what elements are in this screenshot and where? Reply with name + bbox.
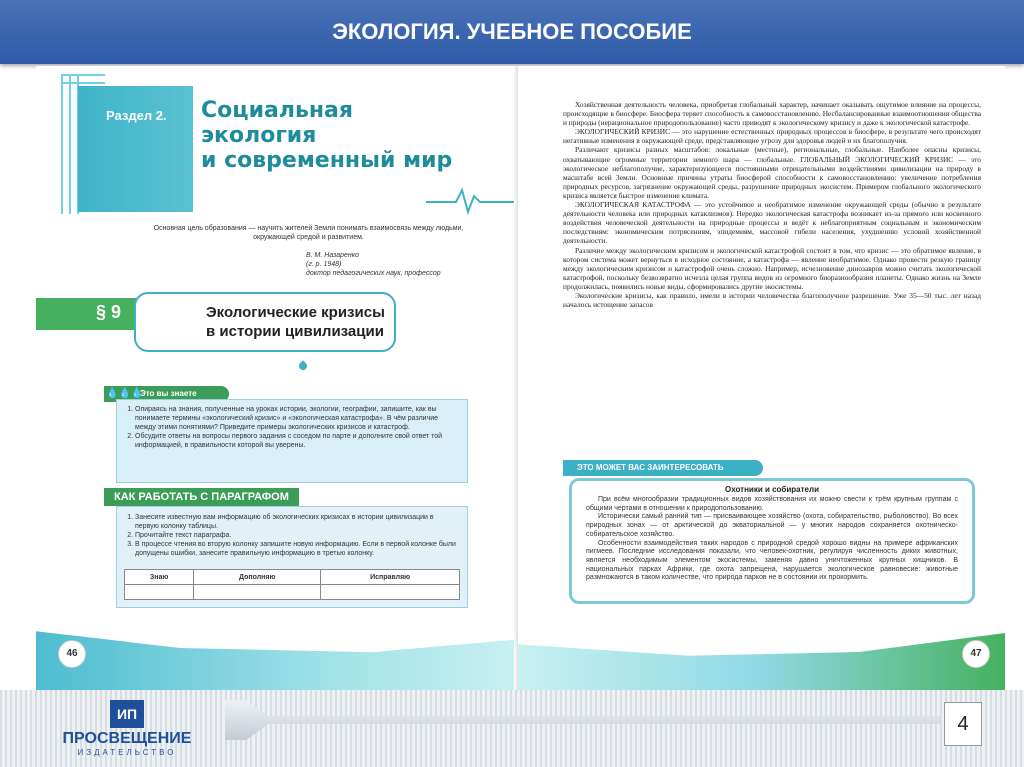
how-item: 1. Занесите известную вам информацию об экологических кризисах в истории цивилизации в первую колонку таблицы. bbox=[135, 513, 459, 531]
logo-mark: ИП bbox=[110, 700, 144, 728]
interest-paragraph: Особенности взаимодействия таких народов с природной средой хорошо видны на примере африканских пигмеев. Последние исследования показали, что человек-охотник, регулируя численность диких животных, является необходимым элементом экосистемы, заменяя давно уничтоженных крупных хищников. В национальных парках Африки, где охота запрещена, нарушается экологическое равновесие: животные размножаются в таком количестве, что природа парков не в состоянии их прокормить. bbox=[586, 539, 958, 582]
publisher-logo bbox=[52, 700, 202, 760]
drops-icon: 💧💧💧 bbox=[106, 388, 144, 399]
page-number-left: 46 bbox=[58, 640, 86, 668]
logo-name: ПРОСВЕЩЕНИЕ bbox=[62, 730, 192, 747]
paragraph-number: § 9 bbox=[96, 302, 122, 322]
table-header: Знаю bbox=[125, 570, 194, 585]
paragraph-title: Экологические кризисы в истории цивилизации bbox=[206, 304, 385, 340]
how-item: 3. В процессе чтения во вторую колонку запишите новую информацию. Если в первой колонке были допущены ошибки, занесите правильную информацию в третью колонку. bbox=[135, 540, 459, 558]
know-item: 1. Опираясь на знания, полученные на уроках истории, экологии, географии, запишите, как вы понимаете термины «экологический кризис» и «экологическая катастрофа». В чём различие между этими понятиями? Приведите примеры экологических кризисов и катастроф. bbox=[135, 405, 459, 432]
how-item: 2. Прочитайте текст параграфа. bbox=[135, 531, 459, 540]
section-label: Раздел 2. bbox=[106, 108, 167, 123]
heartbeat-icon bbox=[426, 186, 516, 216]
epigraph-author: В. М. Назаренко (г. р. 1948) доктор педагогических наук, профессор bbox=[306, 252, 441, 277]
table-header: Исправляю bbox=[321, 570, 460, 585]
body-text bbox=[563, 100, 981, 309]
page-wave bbox=[36, 606, 516, 690]
know-box bbox=[116, 399, 468, 483]
interest-block bbox=[563, 456, 981, 606]
how-header: КАК РАБОТАТЬ С ПАРАГРАФОМ bbox=[104, 488, 299, 506]
body-paragraph: Экологические кризисы, как правило, имели в истории человечества благополучное разрешение. Уже 35—50 тыс. лет назад началось истощение запасов bbox=[563, 290, 981, 310]
drop-icon bbox=[297, 360, 308, 371]
interest-paragraph: Исторически самый ранний тип — присваивающее хозяйство (охота, собирательство, рыболовство). Во всех природных зонах — от арктической до экваториальной — у многих народов сохраняется охотническо-собирательское хозяйство. bbox=[586, 513, 958, 538]
know-header: Это вы знаете bbox=[104, 386, 229, 402]
kwl-table bbox=[124, 569, 460, 600]
know-item: 2. Обсудите ответы на вопросы первого задания с соседом по парте и дополните свой ответ той информацией, в правильности которой вы уверены. bbox=[135, 432, 459, 450]
section-title: Социальная экология и современный мир bbox=[201, 98, 453, 173]
body-paragraph: Различают кризисы разных масштабов: локальные (местные), региональные, глобальные. Наиболее опасны кризисы, охватывающие огромные территории земного шара — глобальные. ГЛОБАЛЬНЫЙ ЭКОЛОГИЧЕСКИЙ КРИЗИС — это экологическое неблагополучие, характеризующееся постоянными отрицательными воздействиями цивилизации на природу в масштабе всей Земли. Основные причины утраты биосферой способности к самовосстановлению: увеличение потребления природных ресурсов, загрязнение окружающей среды, разрушение природных экосистем. Примером глобального экологического кризиса является быстрое изменение климата. bbox=[563, 145, 981, 200]
interest-box bbox=[569, 478, 975, 604]
interest-title: Охотники и собиратели bbox=[724, 485, 819, 494]
book-spread bbox=[36, 66, 1005, 690]
body-paragraph: ЭКОЛОГИЧЕСКИЙ КРИЗИС — это нарушение естественных природных процессов в биосфере, в результате чего происходят негативные изменения в окружающей среде, представляющие угрозу для здоровья людей и их благополучия. bbox=[563, 127, 981, 146]
slide-title: ЭКОЛОГИЯ. УЧЕБНОЕ ПОСОБИЕ bbox=[0, 0, 1024, 64]
slide-number: 4 bbox=[944, 702, 982, 746]
right-page bbox=[518, 66, 1005, 690]
left-page bbox=[36, 66, 516, 690]
interest-paragraph: При всём многообразии традиционных видов хозяйствования их можно свести к трём крупным группам с общими чертами в отношении к природопользованию. bbox=[586, 496, 958, 512]
epigraph: Основная цель образования — научить жителей Земли понимать взаимосвязь между людьми, окружающей средой и развитием. bbox=[153, 225, 464, 241]
interest-header: ЭТО МОЖЕТ ВАС ЗАИНТЕРЕСОВАТЬ bbox=[563, 460, 763, 476]
page-number-right: 47 bbox=[962, 640, 990, 668]
page-wave bbox=[518, 614, 1005, 690]
body-paragraph: Хозяйственная деятельность человека, приобретая глобальный характер, начинает оказывать ощутимое влияние на процессы, происходящие в биосфере. Биосфера теряет способность к самовосстановлению. Несбалансированные взаимоотношения общества и природы (нерациональное природопользование) часто приводят к экологическому кризису и даже к экологической катастрофе. bbox=[563, 100, 981, 128]
body-paragraph: ЭКОЛОГИЧЕСКАЯ КАТАСТРОФА — это устойчивое и необратимое изменение окружающей среды (обычно в результате деятельности человека или природных катаклизмов). Нередко экологическая катастрофа возникает из-за прямого или косвенного воздействия человеческой деятельности на природные процессы и ведёт к неблагоприятным социальным и экономическим последствиям: экономическим потрясениям, эпидемиям, массовой гибели населения, ухудшению условий хозяйственной деятельности. bbox=[563, 200, 981, 246]
table-header: Дополняю bbox=[194, 570, 321, 585]
body-paragraph: Различие между экологическим кризисом и экологической катастрофой состоит в том, что кризис — это обратимое явление, в котором система может вернуться в исходное состояние, а катастрофа — явление необратимое. Однако провести резкую границу между экологическим кризисом и катастрофой очень сложно. Например, исчезновение динозавров можно считать экологической катастрофой, поскольку безвозвратно исчезла целая группа видов из огромного биоразнообразия планеты. Однако жизнь на Земле продолжилась, появились новые виды, сформировались другие экосистемы. bbox=[563, 245, 981, 291]
logo-subtitle: ИЗДАТЕЛЬСТВО bbox=[77, 748, 177, 757]
